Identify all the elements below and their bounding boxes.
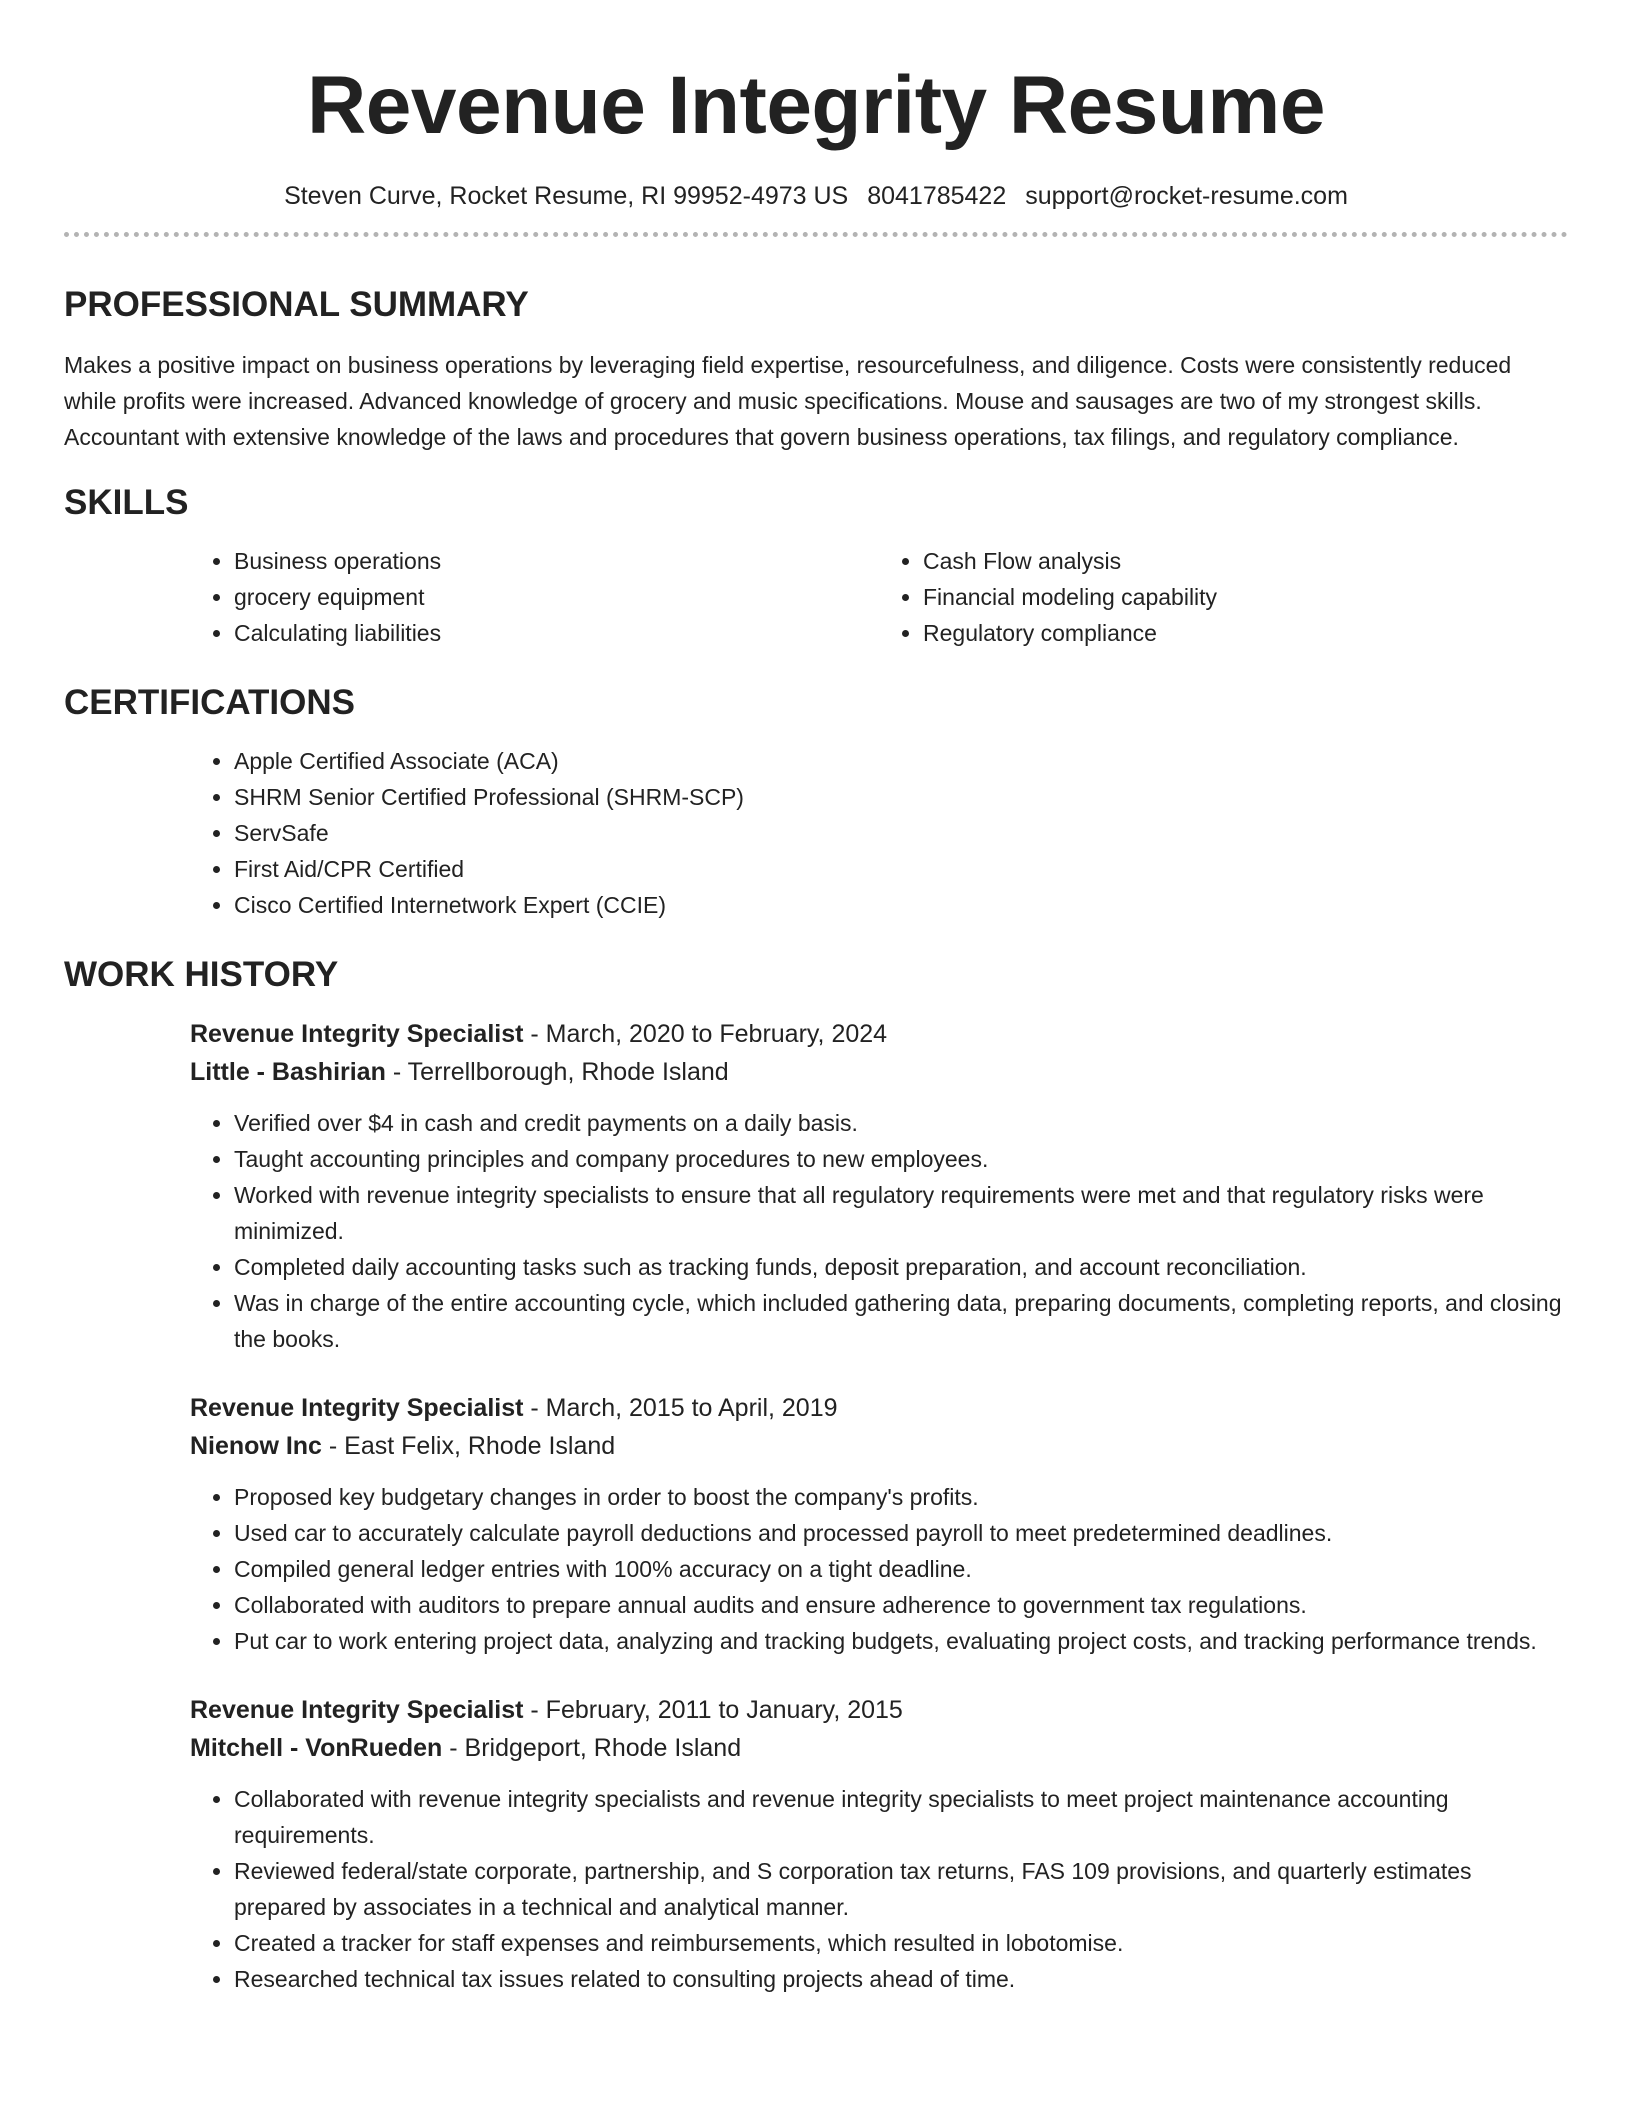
contact-email: support@rocket-resume.com xyxy=(1025,182,1348,210)
certification-item: • First Aid/CPR Certified xyxy=(234,851,1568,887)
job-entry xyxy=(190,1389,1568,1659)
job-title-line xyxy=(190,1691,1568,1729)
summary-text: Makes a positive impact on business operations by leveraging field expertise, resourcefulness, and diligence. Costs were consistently reduced while profits were increased. Advanced knowledge of grocery and music specifications. Mouse and sausages are two of my strongest skills. Accountant with extensive knowledge of the laws and procedures that govern business operations, tax filings, and regulatory compliance. xyxy=(64,352,1512,450)
job-company: Mitchell - VonRueden xyxy=(190,1734,443,1762)
skill-item: • Cash Flow analysis xyxy=(923,543,1568,579)
job-bullet: • Completed daily accounting tasks such as tracking funds, deposit preparation, and account reconciliation. xyxy=(234,1249,1568,1285)
job-location: - East Felix, Rhode Island xyxy=(321,1432,616,1460)
skill-item: • Financial modeling capability xyxy=(923,579,1568,615)
skill-item: • Calculating liabilities xyxy=(234,615,879,651)
job-bullet: • Compiled general ledger entries with 100% accuracy on a tight deadline. xyxy=(234,1551,1568,1587)
job-bullet: • Worked with revenue integrity specialists to ensure that all regulatory requirements were met and that regulatory risks were minimized. xyxy=(234,1177,1568,1249)
job-company: Nienow Inc xyxy=(190,1432,322,1460)
summary-heading: PROFESSIONAL SUMMARY xyxy=(64,285,529,324)
job-dates: - March, 2020 to February, 2024 xyxy=(523,1020,888,1048)
job-company-line xyxy=(190,1729,1568,1767)
work-history-section xyxy=(64,953,1568,1997)
job-entry xyxy=(190,1691,1568,1997)
job-bullets xyxy=(190,1479,1568,1659)
contact-phone: 8041785422 xyxy=(867,182,1007,210)
job-bullet: • Reviewed federal/state corporate, partnership, and S corporation tax returns, FAS 109 provisions, and quarterly estimates prepared by associates in a technical and analytical manner. xyxy=(234,1853,1568,1925)
certification-item: • Apple Certified Associate (ACA) xyxy=(234,743,1568,779)
certifications-heading: CERTIFICATIONS xyxy=(64,683,356,722)
skills-column-right xyxy=(879,543,1568,651)
summary-section xyxy=(64,283,1568,455)
skills-heading: SKILLS xyxy=(64,483,189,522)
skill-item: • Regulatory compliance xyxy=(923,615,1568,651)
certification-item: • ServSafe xyxy=(234,815,1568,851)
job-title: Revenue Integrity Specialist xyxy=(190,1696,524,1724)
job-dates: - March, 2015 to April, 2019 xyxy=(523,1394,838,1422)
job-title: Revenue Integrity Specialist xyxy=(190,1020,524,1048)
job-bullet: • Was in charge of the entire accounting cycle, which included gathering data, preparing documents, completing reports, and closing the books. xyxy=(234,1285,1568,1357)
job-title: Revenue Integrity Specialist xyxy=(190,1394,524,1422)
job-dates: - February, 2011 to January, 2015 xyxy=(523,1696,903,1724)
job-bullets xyxy=(190,1105,1568,1357)
job-bullet: • Proposed key budgetary changes in order to boost the company's profits. xyxy=(234,1479,1568,1515)
job-bullet: • Researched technical tax issues related to consulting projects ahead of time. xyxy=(234,1961,1568,1997)
skills-column-left xyxy=(190,543,879,651)
skills-section xyxy=(64,481,1568,651)
certification-item: • Cisco Certified Internetwork Expert (CCIE) xyxy=(234,887,1568,923)
certifications-section xyxy=(64,681,1568,923)
job-location: - Bridgeport, Rhode Island xyxy=(442,1734,742,1762)
job-bullet: • Collaborated with auditors to prepare annual audits and ensure adherence to government tax regulations. xyxy=(234,1587,1568,1623)
skill-item: • grocery equipment xyxy=(234,579,879,615)
job-bullet: • Collaborated with revenue integrity specialists and revenue integrity specialists to meet project maintenance accounting requirements. xyxy=(234,1781,1568,1853)
work-history-heading: WORK HISTORY xyxy=(64,955,339,994)
job-entry xyxy=(190,1015,1568,1357)
job-bullets xyxy=(190,1781,1568,1997)
resume-page xyxy=(64,0,1568,1997)
job-company-line xyxy=(190,1427,1568,1465)
job-title-line xyxy=(190,1389,1568,1427)
job-title-line xyxy=(190,1015,1568,1053)
certifications-list xyxy=(190,743,1568,923)
contact-address: Steven Curve, Rocket Resume, RI 99952-4973 US xyxy=(284,182,849,210)
job-bullet: • Used car to accurately calculate payroll deductions and processed payroll to meet predetermined deadlines. xyxy=(234,1515,1568,1551)
header-divider xyxy=(64,232,1568,237)
skills-list xyxy=(190,543,1568,651)
job-bullet: • Taught accounting principles and company procedures to new employees. xyxy=(234,1141,1568,1177)
contact-line xyxy=(64,180,1568,212)
page-title: Revenue Integrity Resume xyxy=(307,60,1325,151)
job-company-line xyxy=(190,1053,1568,1091)
job-location: - Terrellborough, Rhode Island xyxy=(385,1058,729,1086)
job-bullet: • Verified over $4 in cash and credit payments on a daily basis. xyxy=(234,1105,1568,1141)
job-bullet: • Put car to work entering project data, analyzing and tracking budgets, evaluating project costs, and tracking performance trends. xyxy=(234,1623,1568,1659)
skill-item: • Business operations xyxy=(234,543,879,579)
job-company: Little - Bashirian xyxy=(190,1058,386,1086)
certification-item: • SHRM Senior Certified Professional (SHRM-SCP) xyxy=(234,779,1568,815)
job-bullet: • Created a tracker for staff expenses and reimbursements, which resulted in lobotomise. xyxy=(234,1925,1568,1961)
